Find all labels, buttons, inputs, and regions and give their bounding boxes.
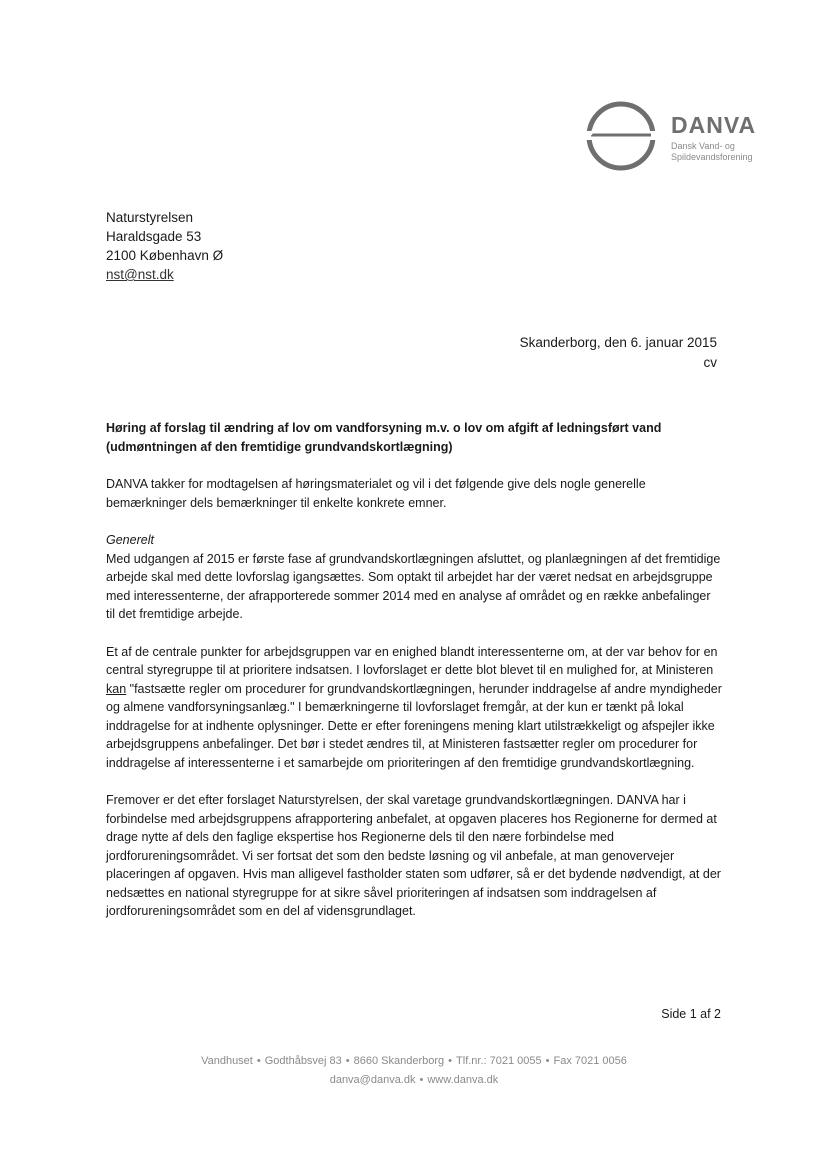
footer-separator: •: [256, 1055, 261, 1067]
footer-contact-line: [0, 1071, 828, 1090]
footer-street: Godthåbsvej 83: [264, 1055, 342, 1067]
footer: [0, 1052, 828, 1090]
footer-address-line: [0, 1052, 828, 1071]
footer-separator: •: [545, 1055, 550, 1067]
logo-subtitle-line2: Spildevandsforening: [671, 152, 753, 162]
page-number: Side 1 af 2: [661, 1007, 721, 1021]
recipient-email-link[interactable]: nst@nst.dk: [106, 267, 174, 282]
date-line: Skanderborg, den 6. januar 2015: [519, 335, 717, 350]
paragraph-1: Med udgangen af 2015 er første fase af grundvandskortlægningen afsluttet, og planlægningen af det fremtidige arbejde skal med dette lovforslag igangsættes. Som optakt til arbejdet har der været nedsat en arbejdsgruppe med interessenterne, der afrapporterede sommer 2014 med en analyse af området og en række anbefalinger til det fremtidige arbejde.: [106, 551, 721, 621]
footer-fax: Fax 7021 0056: [553, 1055, 627, 1067]
paragraph-3: Fremover er det efter forslaget Naturstyrelsen, der skal varetage grundvandskortlægningen. DANVA har i forbindelse med arbejdsgruppens afrapportering anbefalet, at opgaven placeres hos Regionerne for dermed at drage nytte af dels den faglige ekspertise hos Regionerne dels til den nære forbindelse med jordforureningsområdet. Vi ser fortsat det som den bedste løsning og vil anbefale, at man genovervejer placeringen af opgaven. Hvis man alligevel fastholder staten som udfører, så er det bydende nødvendigt, at der nedsættes en national styregruppe for at sikre såvel prioriteringen af indsatsen som inddragelsen af jordforureningsområdet som en del af vidensgrundlaget.: [106, 793, 721, 918]
section-heading: Generelt: [106, 533, 154, 547]
recipient-address: [106, 208, 223, 284]
recipient-street: Haraldsgade 53: [106, 229, 202, 244]
logo-wordmark: DANVA: [671, 112, 757, 138]
footer-separator: •: [448, 1055, 453, 1067]
date-block: [520, 333, 717, 373]
logo-subtitle: [671, 141, 771, 163]
initials: cv: [703, 355, 717, 370]
footer-separator: •: [345, 1055, 350, 1067]
general-section: [106, 531, 722, 624]
recipient-city: 2100 København Ø: [106, 248, 224, 263]
footer-city: 8660 Skanderborg: [353, 1055, 445, 1067]
paragraph-2-end: "fastsætte regler om procedurer for grundvandskortlægningen, herunder inddragelse af andre myndigheder og almene vandforsyningsanlæg." I bemærkningerne til lovforslaget fremgår, at der kun er tænkt på lokal inddragelse for at indhente oplysninger. Dette er efter foreningens mening klart utilstrækkeligt og afspejler ikke arbejdsgruppens anbefalinger. Det bør i stedet ændres til, at Ministeren fastsætter regler om procedurer for inddragelse af interessenterne i et samarbejde om prioriteringen af den fremtidige grundvandskortlægning.: [106, 681, 722, 770]
footer-separator: •: [419, 1074, 424, 1086]
subject-heading: Høring af forslag til ændring af lov om vandforsyning m.v. o lov om afgift af ledningsført vand (udmøntningen af den fremtidige grundvandskortlægning): [106, 421, 662, 454]
footer-web-link[interactable]: www.danva.dk: [427, 1074, 499, 1086]
paragraph-2: [106, 643, 722, 773]
paragraph-2-start: Et af de centrale punkter for arbejdsgruppen var en enighed blandt interessenterne om, at der var behov for en central styregruppe til at prioritere indsatsen. I lovforslaget er dette blot blevet til en mulighed for, at Ministeren: [106, 644, 718, 677]
letter-body: [106, 419, 722, 940]
intro-paragraph: DANVA takker for modtagelsen af høringsmaterialet og vil i det følgende give dels nogle generelle bemærkninger dels bemærkninger til enkelte konkrete emner.: [106, 477, 646, 510]
footer-phone: Tlf.nr.: 7021 0055: [456, 1055, 542, 1067]
underlined-word: kan: [106, 681, 127, 696]
danva-logo: [585, 98, 775, 178]
logo-subtitle-line1: Dansk Vand- og: [671, 141, 735, 151]
recipient-name: Naturstyrelsen: [106, 210, 194, 225]
footer-org: Vandhuset: [201, 1055, 253, 1067]
footer-email-link[interactable]: danva@danva.dk: [329, 1074, 416, 1086]
danva-logo-icon: [585, 98, 665, 178]
